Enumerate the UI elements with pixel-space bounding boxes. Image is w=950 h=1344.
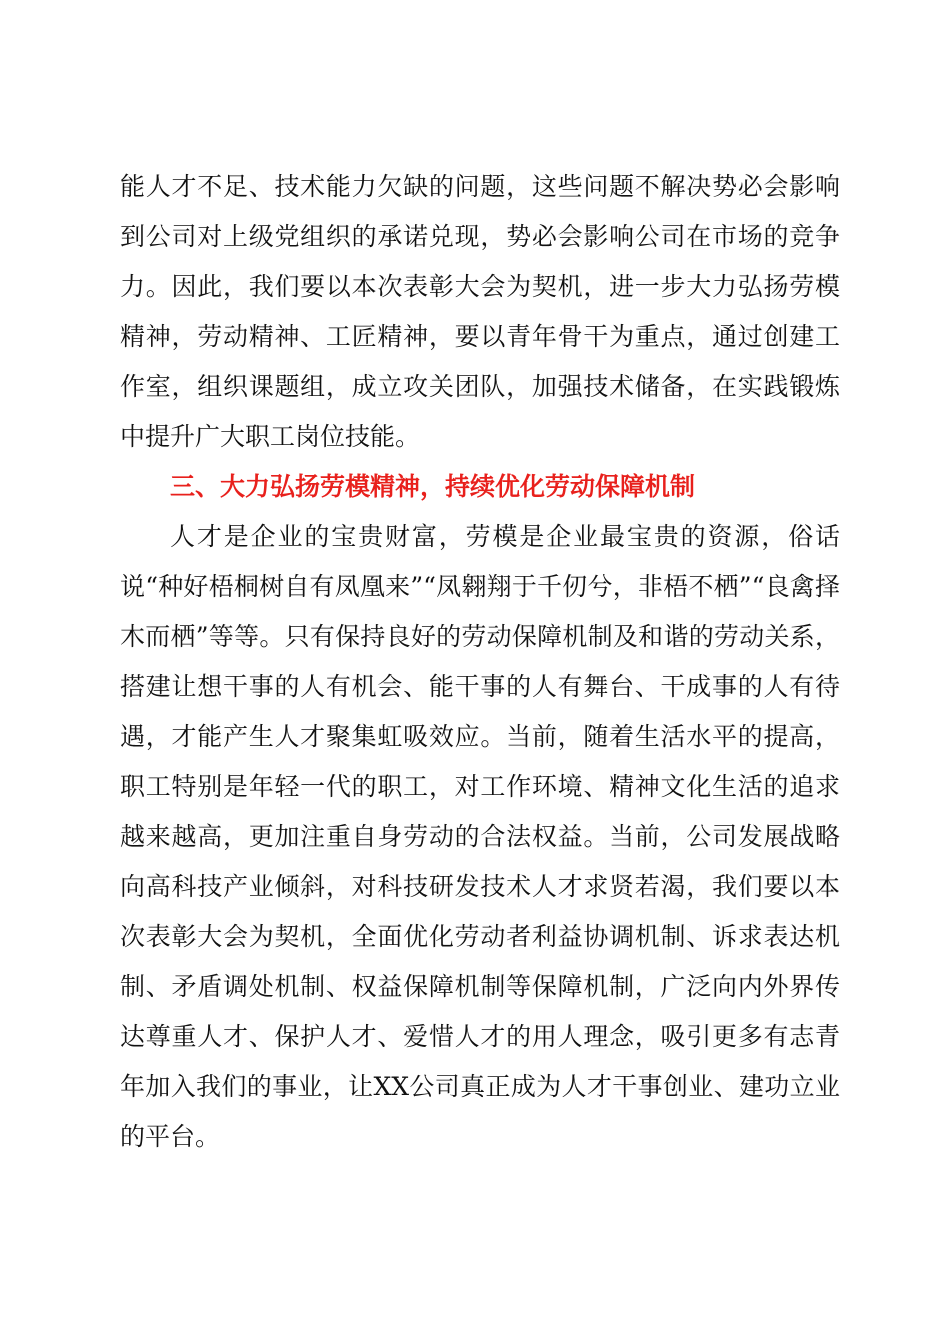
section-paragraph: 人才是企业的宝贵财富，劳模是企业最宝贵的资源，俗话说“种好梧桐树自有凤凰来”“凤翱翔于千仞兮，非梧不栖”“良禽择木而栖”等等。只有保持良好的劳动保障机制及和谐的劳动关系，搭建让想干事的人有机会、能干事的人有舞台、干成事的人有待遇，才能产生人才聚集虹吸效应。当前，随着生活水平的提高，职工特别是年轻一代的职工，对工作环境、精神文化生活的追求越来越高，更加注重自身劳动的合法权益。当前，公司发展战略向高科技产业倾斜，对科技研发技术人才求贤若渴，我们要以本次表彰大会为契机，全面优化劳动者利益协调机制、诉求表达机制、矛盾调处机制、权益保障机制等保障机制，广泛向内外界传达尊重人才、保护人才、爱惜人才的用人理念，吸引更多有志青年加入我们的事业，让XX公司真正成为人才干事创业、建功立业的平台。 — [120, 522, 840, 1151]
document-body — [120, 162, 840, 1162]
section-heading: 三、大力弘扬劳模精神，持续优化劳动保障机制 — [170, 472, 696, 501]
continuation-paragraph: 能人才不足、技术能力欠缺的问题，这些问题不解决势必会影响到公司对上级党组织的承诺兑现，势必会影响公司在市场的竞争力。因此，我们要以本次表彰大会为契机，进一步大力弘扬劳模精神，劳动精神、工匠精神，要以青年骨干为重点，通过创建工作室，组织课题组，成立攻关团队，加强技术储备，在实践锻炼中提升广大职工岗位技能。 — [120, 172, 840, 451]
